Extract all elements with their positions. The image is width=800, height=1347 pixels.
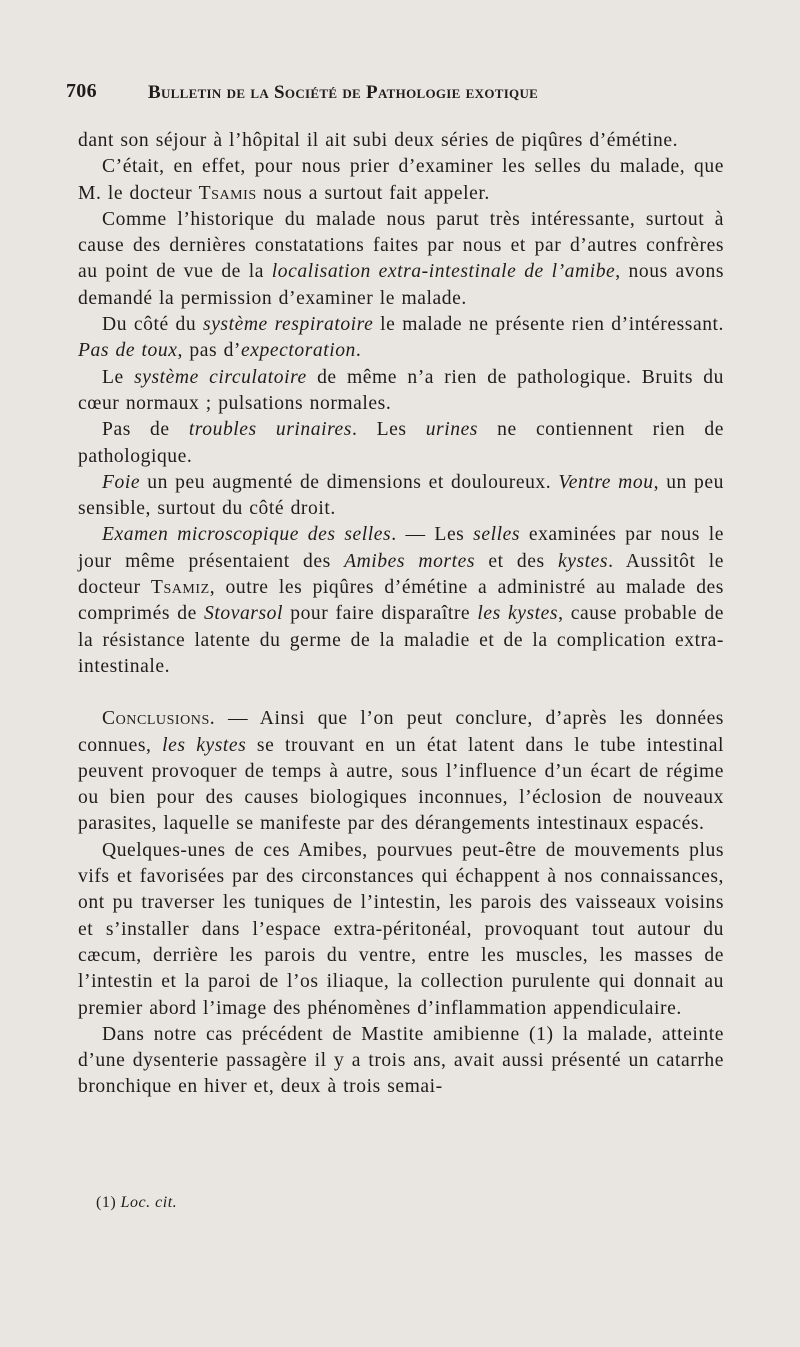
p8-italic-3: Amibes mortes bbox=[344, 550, 476, 572]
paragraph-3 bbox=[78, 207, 724, 312]
p11-text: Dans notre cas précédent de Mastite amibienne (1) la malade, atteinte d’une dysenterie passagère il y a trois ans, avait aussi présenté un catarrhe bronchique en hiver et, deux à trois semai- bbox=[78, 1023, 724, 1098]
p7-italic-1: Foie bbox=[102, 471, 141, 493]
paragraph-10 bbox=[78, 838, 724, 1022]
p2-name-tsamis: Tsamis bbox=[198, 182, 257, 204]
p4-italic-3: expectoration bbox=[241, 340, 356, 362]
p6-italic-1: troubles urinaires bbox=[188, 419, 352, 441]
footnote bbox=[96, 1194, 177, 1212]
p9-text-1: . — Ainsi que l’on peut conclure, d’après les données connues, bbox=[78, 708, 724, 756]
p8-italic-4: kystes bbox=[557, 550, 609, 572]
p9-italic-1: les kystes bbox=[162, 734, 247, 756]
p8-text-2: examinées par nous le jour même présentaient des bbox=[78, 524, 724, 572]
paragraph-2 bbox=[78, 154, 724, 207]
paragraph-6 bbox=[78, 417, 724, 470]
p8-text-5: , outre les piqûres d’émétine a administré au malade des comprimés de bbox=[78, 577, 724, 625]
p8-text-1: . — Les bbox=[391, 524, 474, 546]
paragraph-8 bbox=[78, 522, 724, 680]
p8-text-4: . Aussitôt le docteur bbox=[78, 550, 725, 599]
page-number: 706 bbox=[66, 80, 97, 102]
p7-text-1: un peu augmenté de dimensions et douloureux. bbox=[140, 471, 559, 493]
paragraph-1 bbox=[78, 128, 724, 154]
p5-text-2: de même n’a rien de pathologique. Bruits du cœur normaux ; pulsations normales. bbox=[78, 366, 724, 414]
p3-text-2: , nous avons demandé la permission d’examiner le malade. bbox=[78, 261, 725, 309]
paragraph-5 bbox=[78, 365, 724, 418]
p4-italic-1: système respiratoire bbox=[203, 314, 374, 336]
p4-text-1: Du côté du bbox=[102, 314, 204, 336]
p8-italic-2: selles bbox=[473, 524, 521, 546]
p5-text-1: Le bbox=[102, 366, 135, 388]
paragraph-11 bbox=[78, 1022, 724, 1101]
p3-text-1: Comme l’historique du malade nous parut très intéressante, surtout à cause des dernières constatations faites par nous et par d’autres confrères au point de vue de la bbox=[78, 208, 724, 283]
p8-italic-1: Examen microscopique des selles bbox=[102, 524, 392, 546]
page-header bbox=[66, 80, 726, 114]
p4-text-4: . bbox=[355, 340, 362, 362]
paragraph-conclusions bbox=[78, 706, 724, 837]
footnote-text: Loc. cit. bbox=[120, 1194, 178, 1211]
conclusions-heading: Conclusions bbox=[102, 708, 210, 730]
p8-name-tsamiz: Tsamiz bbox=[150, 577, 210, 599]
p8-italic-6: les kystes bbox=[477, 603, 559, 625]
footnote-number: (1) bbox=[96, 1194, 121, 1211]
running-head: Bulletin de la Société de Pathologie exotique bbox=[148, 82, 539, 103]
p6-text-1: Pas de bbox=[102, 419, 189, 441]
p8-text-7: , cause probable de la résistance latente du germe de la maladie et de la complication extra-intestinale. bbox=[78, 603, 724, 677]
body-text bbox=[78, 128, 724, 1101]
paragraph-4 bbox=[78, 312, 724, 365]
p10-text: Quelques-unes de ces Amibes, pourvues peut-être de mouvements plus vifs et favorisées par des circonstances qui échappent à nos connaissances, ont pu traverser les tuniques de l’intestin, les parois des vaisseaux voisins et s’installer dans l’espace extra-péritonéal, provoquant tout autour du cæcum, derrière les parois du ventre, entre les muscles, les masses de l’intestin et la paroi de l’os iliaque, la collection purulente qui donnait au premier abord l’image des phénomènes d’inflammation appendiculaire. bbox=[78, 839, 724, 1019]
p4-text-2: le malade ne présente rien d’intéressant. bbox=[373, 314, 724, 336]
p8-text-3: et des bbox=[475, 550, 558, 572]
p9-text-2: se trouvant en un état latent dans le tube intestinal peuvent provoquer de temps à autre, sous l’influence d’un écart de régime ou bien pour des causes biologiques inconnues, l’éclosion de nouveaux parasites, laquelle se manifeste par des dérangements intestinaux espacés. bbox=[78, 734, 724, 835]
p8-italic-5: Stovarsol bbox=[204, 603, 284, 625]
p7-italic-2: Ventre mou bbox=[558, 471, 654, 493]
p6-text-2: . Les bbox=[351, 419, 426, 441]
paragraph-7 bbox=[78, 470, 724, 523]
p2-text-1: C’était, en effet, pour nous prier d’examiner les selles du malade, que M. le docteur bbox=[78, 156, 724, 204]
p4-italic-2: Pas de toux bbox=[78, 340, 178, 362]
p3-italic-1: localisation extra-intestinale de l’amibe bbox=[271, 261, 616, 283]
p5-italic-1: système circulatoire bbox=[134, 366, 307, 388]
p6-italic-2: urines bbox=[425, 419, 478, 441]
p1-text: dant son séjour à l’hôpital il ait subi deux séries de piqûres d’émétine. bbox=[78, 130, 679, 151]
p4-text-3: , pas d’ bbox=[177, 340, 242, 362]
p6-text-3: ne contiennent rien de pathologique. bbox=[78, 419, 724, 467]
p8-text-6: pour faire disparaître bbox=[283, 603, 478, 625]
p7-text-2: , un peu sensible, surtout du côté droit. bbox=[78, 471, 724, 520]
p2-text-2: nous a surtout fait appeler. bbox=[256, 182, 490, 204]
